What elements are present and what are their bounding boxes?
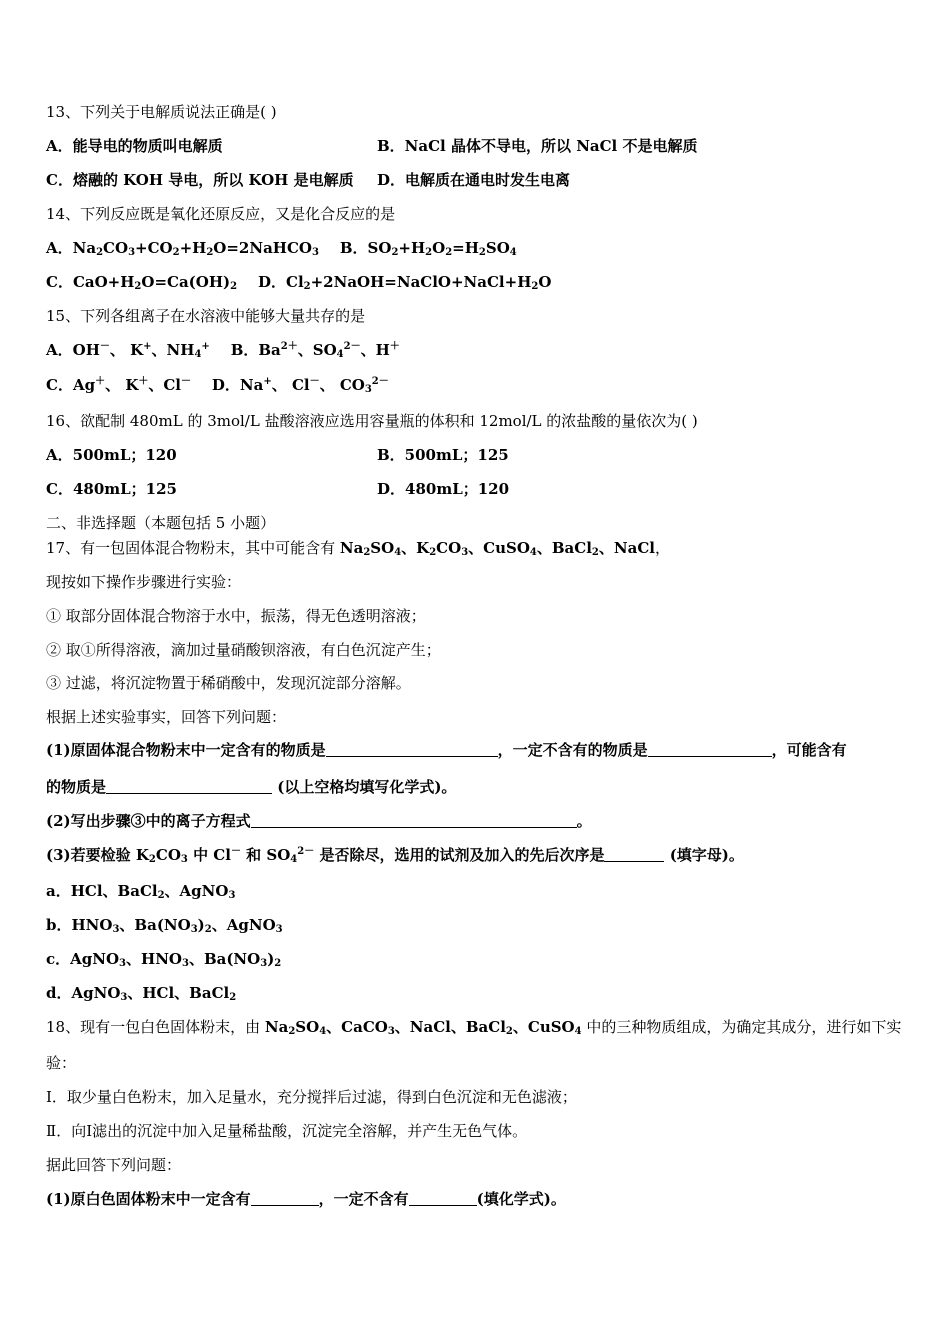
q18-p1-text-a: (1)原白色固体粉末中一定含有	[46, 1190, 251, 1208]
q17-choice-a-reagents: HCl、BaCl$_2$、AgNO$_3$	[70, 882, 236, 901]
q17-step-2: ② 取①所得溶液，滴加过量硝酸钡溶液，有白色沉淀产生；	[46, 641, 441, 659]
q15-a-label: A．	[46, 341, 73, 359]
q17-step-3: ③ 过滤，将沉淀物置于稀硝酸中，发现沉淀部分溶解。	[46, 674, 411, 692]
q17-p2-text: (2)写出步骤③中的离子方程式	[46, 812, 251, 830]
q17-choice-a	[46, 881, 235, 901]
q17-p3-text-c: (填字母)。	[664, 846, 744, 864]
answer-blank[interactable]	[648, 740, 772, 757]
q14-a-label: A．	[46, 239, 73, 257]
q14-stem: 14、下列反应既是氧化还原反应，又是化合反应的是	[46, 205, 396, 223]
q17-substances: $Na_2SO_4$、$K_2CO_3$、CuSO$_4$、BaCl$_2$、NaCl	[339, 539, 655, 558]
answer-blank[interactable]	[409, 1189, 477, 1206]
answer-blank[interactable]	[251, 811, 577, 828]
q15-d-ions: Na+、 Cl－、 $CO_3^{2-}$	[239, 376, 389, 395]
q18-p1-text-b: ，一定不含有	[318, 1190, 409, 1208]
q15-b-ions: $Ba^{2+}$、$SO_4^{2-}$、H＋	[258, 341, 400, 360]
q18-substances: $Na_2SO_4$、CaCO$_3$、NaCl、BaCl$_2$、CuSO$_4$	[264, 1018, 582, 1037]
q16-option-d: D．480mL；120	[377, 480, 510, 498]
q17-choice-a-label: a．	[46, 882, 71, 900]
q17-p1-text-a: (1)原固体混合物粉末中一定含有的物质是	[46, 741, 326, 759]
q17-part-2	[46, 811, 592, 831]
q14-d-label: D．	[257, 273, 286, 291]
q13-option-c: C．熔融的 KOH 导电，所以 KOH 是电解质	[46, 171, 354, 189]
q18-stem-c: 验：	[46, 1054, 77, 1072]
q18-stem-b: 中的三种物质组成，为确定其成分，进行如下实	[586, 1018, 902, 1036]
q13-option-b: B．NaCl 晶体不导电，所以 NaCl 不是电解质	[377, 137, 698, 155]
q15-c-ions: Ag＋、 K＋、Cl－	[72, 376, 191, 394]
q15-options-cd	[46, 375, 389, 395]
q17-choice-d-reagents: AgNO$_3$、HCl、BaCl$_2$	[71, 984, 237, 1003]
q15-a-ions: OH－、 K+、$NH_4^+$	[72, 341, 210, 360]
q15-b-label: B．	[230, 341, 259, 359]
q17-line2: 现按如下操作步骤进行实验：	[46, 573, 242, 591]
q18-step-1: Ⅰ．取少量白色粉末，加入足量水，充分搅拌后过滤，得到白色沉淀和无色滤液；	[46, 1088, 577, 1106]
q18-stem	[46, 1017, 901, 1037]
q15-stem: 15、下列各组离子在水溶液中能够大量共存的是	[46, 307, 366, 325]
q14-c-equation: $CaO+H_2O=Ca(OH)_2$	[72, 273, 238, 292]
answer-blank[interactable]	[106, 777, 272, 794]
answer-blank[interactable]	[604, 845, 664, 862]
section-2-title: 二、非选择题（本题包括 5 小题）	[46, 514, 276, 532]
q17-choice-b-reagents: $HNO_3$、$Ba(NO_3)_2$、AgNO$_3$	[71, 916, 283, 935]
answer-blank[interactable]	[251, 1189, 319, 1206]
q18-part-1	[46, 1189, 566, 1209]
q17-intro: 根据上述实验事实，回答下列问题：	[46, 708, 287, 726]
q17-p1-text-c: ，可能含有	[771, 741, 847, 759]
q17-part-1	[46, 740, 847, 760]
q17-p3-text-a: (3)若要检验	[46, 846, 136, 864]
q17-stem-prefix: 17、有一包固体混合物粉末，其中可能含有	[46, 539, 336, 557]
q17-choice-d	[46, 983, 236, 1003]
q14-c-label: C．	[46, 273, 73, 291]
q15-c-label: C．	[46, 376, 73, 394]
q18-step-2: Ⅱ．向Ⅰ滤出的沉淀中加入足量稀盐酸，沉淀完全溶解，并产生无色气体。	[46, 1122, 528, 1140]
q17-part-3	[46, 845, 744, 865]
q17-choice-d-label: d．	[46, 984, 72, 1002]
q17-p2-end: 。	[576, 812, 592, 830]
q17-part-1-cont	[46, 777, 456, 797]
q16-stem: 16、欲配制 480mL 的 3mol/L 盐酸溶液应选用容量瓶的体积和 12mol/L 的浓盐酸的量依次为( )	[46, 412, 698, 430]
q17-p1-text-b: ，一定不含有的物质是	[497, 741, 648, 759]
q14-d-equation: $Cl_2+2NaOH=NaClO+NaCl+H_2O$	[286, 273, 552, 292]
q17-p3-formula: $K_2CO_3$ 中 Cl－ 和 $SO_4^{2-}$	[135, 846, 315, 865]
q14-b-label: B．	[339, 239, 368, 257]
q17-p3-text-b: 是否除尽，选用的试剂及加入的先后次序是	[314, 846, 605, 864]
q17-p1-text-d: 的物质是	[46, 778, 107, 796]
q17-stem: 17、有一包固体混合物粉末，其中可能含有 $Na_2SO_4$、$K_2CO_3$、CuSO$_4$、BaCl$_2$、NaCl，	[46, 539, 670, 558]
q17-choice-c-label: c．	[46, 950, 71, 968]
q17-choice-b-label: b．	[46, 916, 72, 934]
q16-option-b: B．500mL；125	[377, 446, 509, 464]
q17-choice-c-reagents: AgNO$_3$、$HNO_3$、$Ba(NO_3)_2$	[70, 950, 282, 969]
q17-p1-text-e: (以上空格均填写化学式)。	[272, 778, 457, 796]
q14-options-cd	[46, 272, 551, 292]
q13-stem: 13、下列关于电解质说法正确是( )	[46, 103, 277, 121]
q17-choice-b	[46, 915, 283, 935]
q18-intro: 据此回答下列问题：	[46, 1156, 182, 1174]
q16-option-a: A．500mL；120	[46, 446, 177, 464]
q14-b-equation: $SO_2+H_2O_2=H_2SO_4$	[367, 239, 517, 258]
answer-blank[interactable]	[326, 740, 498, 757]
q18-p1-text-c: (填化学式)。	[476, 1190, 566, 1208]
q14-a-equation: $Na_2CO_3+CO_2+H_2O=2NaHCO_3$	[72, 239, 319, 258]
q14-options-ab	[46, 238, 517, 258]
q13-option-d: D．电解质在通电时发生电离	[377, 171, 571, 189]
q17-step-1: ① 取部分固体混合物溶于水中，振荡，得无色透明溶液；	[46, 607, 426, 625]
q17-choice-c	[46, 949, 281, 969]
q15-options-ab	[46, 340, 400, 360]
q16-option-c: C．480mL；125	[46, 480, 177, 498]
q18-stem-a: 18、现有一包白色固体粉末，由	[46, 1018, 261, 1036]
q15-d-label: D．	[211, 376, 240, 394]
q13-option-a: A．能导电的物质叫电解质	[46, 137, 223, 155]
